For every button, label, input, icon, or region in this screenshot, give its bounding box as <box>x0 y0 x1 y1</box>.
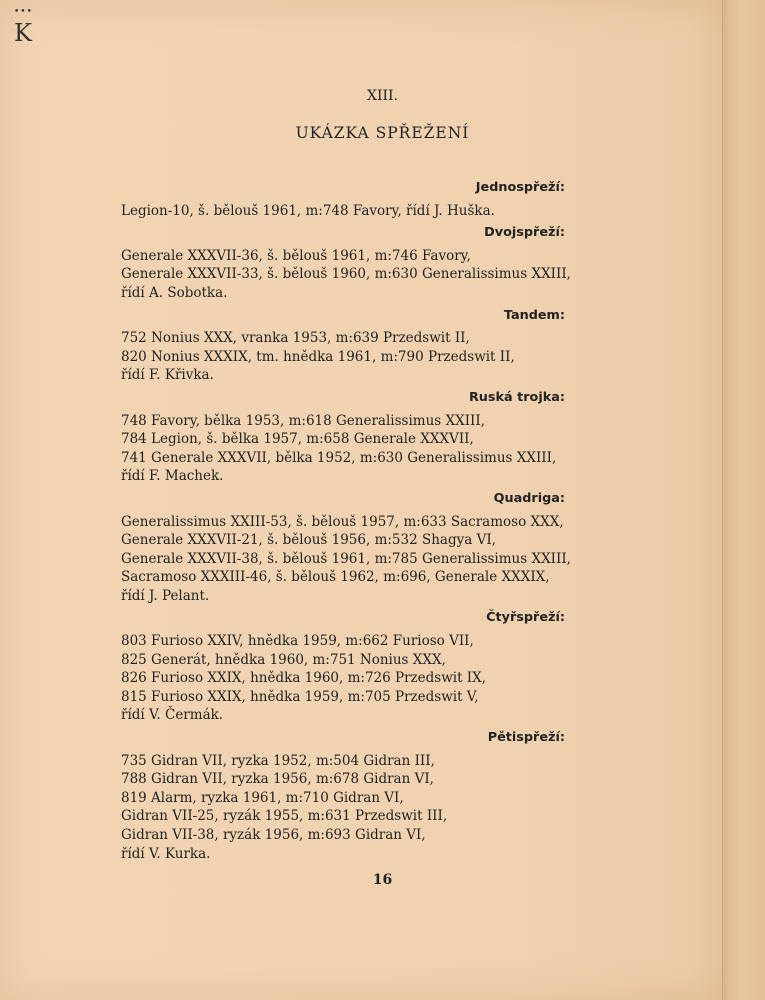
text-line: 752 Nonius XXX, vranka 1953, m:639 Przedswit II, <box>121 330 470 347</box>
section-heading: Ruská trojka: <box>468 389 565 405</box>
text-line: 820 Nonius XXXIX, tm. hnědka 1961, m:790 Przedswit II, <box>121 348 515 365</box>
text-line: Sacramoso XXXIII-46, š. bělouš 1962, m:696, Generale XXXIX, <box>121 569 550 586</box>
text-line: řídí V. Kurka. <box>121 845 211 862</box>
text-line: 788 Gidran VII, ryzka 1956, m:678 Gidran VI, <box>121 771 434 788</box>
page-number: 16 <box>372 872 393 888</box>
text-line: Generale XXXVII-36, š. bělouš 1961, m:746 Favory, <box>121 247 471 264</box>
section-heading: Čtyřspřeží: <box>486 610 565 626</box>
section-ruska-trojka <box>121 389 591 486</box>
section-heading: Dvojspřeží: <box>484 225 565 241</box>
section-heading: Pětispřeží: <box>487 730 565 746</box>
logo-dots: ••• <box>14 7 33 17</box>
text-line: řídí J. Pelant. <box>121 587 210 604</box>
section-heading: Tandem: <box>503 307 565 323</box>
page-title: UKÁZKA SPŘEŽENÍ <box>295 124 470 142</box>
text-line: Gidran VII-25, ryzák 1955, m:631 Przedswit III, <box>121 808 448 825</box>
text-line: řídí F. Machek. <box>121 468 224 485</box>
text-line: 748 Favory, bělka 1953, m:618 Generalissimus XXIII, <box>121 412 485 429</box>
logo-letter: K <box>14 19 32 47</box>
text-line: Gidran VII-38, ryzák 1956, m:693 Gidran VI, <box>121 827 426 843</box>
section-ctyrsprezi <box>121 609 591 725</box>
watermark-logo <box>12 8 36 48</box>
section-quadriga <box>121 490 591 606</box>
text-line: 826 Furioso XXIX, hnědka 1960, m:726 Przedswit IX, <box>121 670 487 687</box>
section-heading: Jednospřeží: <box>475 180 565 195</box>
back-sheet-edge <box>722 0 765 1000</box>
text-line: 825 Generát, hnědka 1960, m:751 Nonius XXX, <box>121 651 446 668</box>
section-dvojsprezi <box>121 224 591 302</box>
text-line: Generale XXXVII-21, š. bělouš 1956, m:532 Shagya VI, <box>121 532 496 549</box>
text-line: Legion-10, š. bělouš 1961, m:748 Favory, řídí J. Huška. <box>121 202 495 219</box>
text-line: řídí A. Sobotka. <box>121 284 228 301</box>
text-line: 803 Furioso XXIV, hnědka 1959, m:662 Furioso VII, <box>121 633 474 650</box>
text-line: řídí F. Křivka. <box>121 367 214 384</box>
text-line: řídí V. Čermák. <box>121 707 224 724</box>
text-line: Generale XXXVII-33, š. bělouš 1960, m:630 Generalissimus XXIII, <box>121 266 571 283</box>
text-line: 819 Alarm, ryzka 1961, m:710 Gidran VI, <box>121 789 404 806</box>
text-line: 784 Legion, š. bělka 1957, m:658 Generale XXXVII, <box>121 431 474 448</box>
text-line: 735 Gidran VII, ryzka 1952, m:504 Gidran III, <box>121 752 435 769</box>
text-line: 815 Furioso XXIX, hnědka 1959, m:705 Przedswit V, <box>121 688 479 705</box>
document-body <box>121 179 591 867</box>
text-line: Generale XXXVII-38, š. bělouš 1961, m:785 Generalissimus XXIII, <box>121 550 571 567</box>
section-jednosprezi <box>121 179 591 220</box>
text-line: 741 Generale XXXVII, bělka 1952, m:630 Generalissimus XXIII, <box>121 449 557 466</box>
chapter-number: XIII. <box>366 88 398 104</box>
text-line: Generalissimus XXIII-53, š. bělouš 1957, m:633 Sacramoso XXX, <box>121 513 564 530</box>
section-tandem <box>121 307 591 385</box>
section-heading: Quadriga: <box>493 490 565 506</box>
section-petisprezi <box>121 729 591 863</box>
